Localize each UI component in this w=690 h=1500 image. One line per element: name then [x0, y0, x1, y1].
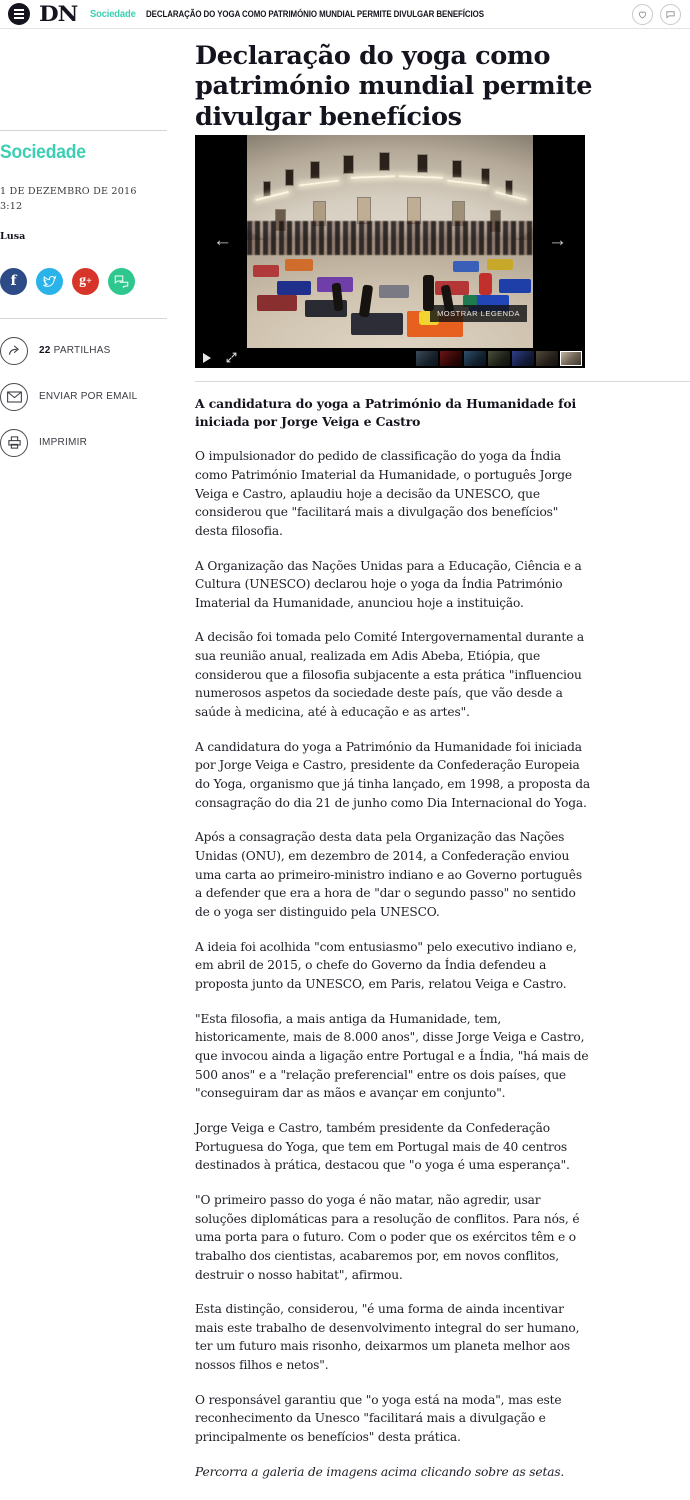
- photo-mat: [285, 259, 313, 271]
- photo-mat: [277, 281, 311, 295]
- divider: [0, 318, 167, 319]
- facebook-icon[interactable]: f: [0, 268, 27, 295]
- gallery-thumbnail[interactable]: [512, 351, 534, 366]
- article-paragraph: "Esta filosofia, a mais antiga da Humanidade, tem, historicamente, mais de 8.000 anos", disse Jorge Veiga e Castro, que invocou ainda a ligação entre Portugal e a Índia, "há mais de 500 anos" e a "relação preferencial" entre os dois países, que "conseguiram dar as mãos e avançar em conjunto".: [195, 1011, 589, 1101]
- publish-time-value: 3:12: [0, 200, 23, 212]
- arrow-right-icon[interactable]: →: [548, 230, 567, 251]
- publish-date-value: 1 DE DEZEMBRO DE 2016: [0, 186, 137, 197]
- email-action-label: ENVIAR POR EMAIL: [39, 391, 138, 403]
- article-paragraph: Após a consagração desta data pela Organização das Nações Unidas (ONU), em dezembro de 2014, a Confederação enviou uma carta ao primeiro-ministro indiano e ao Governo português a defender que era a hora de "dar o segundo passo" no sentido de o yoga ser distinguido pela UNESCO.: [195, 830, 582, 919]
- google-plus-icon[interactable]: g+: [72, 268, 99, 295]
- print-action[interactable]: [0, 429, 166, 457]
- gallery-thumbnail[interactable]: [440, 351, 462, 366]
- article-paragraph: A candidatura do yoga a Património da Humanidade foi iniciada por Jorge Veiga e Castro, presidente da Confederação Europeia do Yoga, organismo que já tinha lançado, em 1998, a proposta da consagração do dia 21 de junho como Dia Internacional do Yoga.: [195, 739, 590, 810]
- photo-mat: [253, 265, 279, 277]
- hamburger-icon[interactable]: [8, 3, 30, 25]
- gallery-thumbnail[interactable]: [416, 351, 438, 366]
- printer-icon: [0, 429, 28, 457]
- sidebar-section-label[interactable]: Sociedade: [0, 142, 86, 163]
- breadcrumb-article-title: DECLARAÇÃO DO YOGA COMO PATRIMÓNIO MUNDIAL PERMITE DIVULGAR BENEFÍCIOS: [146, 9, 485, 19]
- article-paragraph: A ideia foi acolhida "com entusiasmo" pelo executivo indiano e, em abril de 2015, o chefe do Governo da Índia defendeu a proposta junto da UNESCO, em Paris, relatou Veiga e Castro.: [195, 939, 577, 991]
- twitter-icon[interactable]: [36, 268, 63, 295]
- share-action-label: [39, 345, 111, 356]
- photo-mat: [351, 313, 403, 335]
- envelope-icon: [0, 383, 28, 411]
- divider: [195, 381, 690, 382]
- gallery-thumbnail-strip: [416, 351, 582, 366]
- article-paragraph: A decisão foi tomada pelo Comité Intergovernamental durante a sua reunião anual, realizada em Adis Abeba, Etiópia, que considerou que a filosofia subjacente a esta prática "influenciou numerosos aspetos da sociedade deste país, que vão desde a saúde à medicina, até à educação e as artes".: [195, 630, 585, 720]
- topbar-actions: [632, 4, 681, 25]
- article-paragraph: O impulsionador do pedido de classificação do yoga da Índia como Património Imaterial da Humanidade, o português Jorge Veiga e Castro, aplaudiu hoje a decisão da UNESCO, que considerou que "facilitará mais a divulgação dos benefícios" desta filosofia.: [195, 449, 572, 538]
- article-paragraph: A Organização das Nações Unidas para a Educação, Ciência e a Cultura (UNESCO) declarou hoje o yoga da Índia Património Imaterial da Humanidade, anunciou hoje a instituição.: [195, 558, 582, 610]
- print-action-label: IMPRIMIR: [39, 437, 88, 449]
- email-action[interactable]: [0, 383, 166, 411]
- article-paragraph: "O primeiro passo do yoga é não matar, não agredir, usar soluções diplomáticas para a resolução de conflitos. Para nós, é uma porta para o futuro. Com o poder que os exércitos têm e o trabalho dos cientistas, acabaremos por, em novos conflitos, destruir o nosso habitat", afirmou.: [195, 1192, 580, 1282]
- author-name: Lusa: [0, 230, 26, 242]
- show-caption-button[interactable]: MOSTRAR LEGENDA: [430, 305, 527, 322]
- gallery-thumbnail[interactable]: [464, 351, 486, 366]
- comment-icon[interactable]: [660, 4, 681, 25]
- share-label: PARTILHAS: [53, 345, 111, 357]
- gallery-thumbnail[interactable]: [488, 351, 510, 366]
- site-logo[interactable]: DN: [39, 0, 78, 26]
- image-gallery[interactable]: [195, 135, 585, 368]
- page-body: [0, 29, 690, 1479]
- expand-icon[interactable]: [225, 351, 238, 364]
- gallery-thumbnail[interactable]: [536, 351, 558, 366]
- article-body: [195, 395, 590, 1481]
- share-action[interactable]: [0, 337, 166, 365]
- photo-figure-red: [479, 273, 492, 295]
- gallery-controls: [203, 351, 238, 364]
- share-count: 22: [39, 345, 51, 357]
- photo-background-crowd: [247, 221, 533, 255]
- article-lead: A candidatura do yoga a Património da Humanidade foi iniciada por Jorge Veiga e Castro: [195, 396, 577, 430]
- top-bar: [0, 0, 690, 29]
- play-icon[interactable]: [203, 353, 211, 363]
- photo-mat: [499, 279, 531, 293]
- photo-mat: [379, 285, 409, 298]
- article-paragraph: Jorge Veiga e Castro, também presidente da Confederação Portuguesa do Yoga, que tem em Portugal mais de 40 centros destinados à prática, destacou que "o yoga é uma esperança".: [195, 1120, 570, 1173]
- publish-date: [0, 185, 166, 215]
- article-sidebar: [0, 130, 166, 457]
- gallery-thumbnail-active[interactable]: [560, 351, 582, 366]
- article-paragraph: O responsável garantiu que "o yoga está na moda", mas este reconhecimento da Unesco "facilitará mais a divulgação e principalmente os benefícios" desta prática.: [195, 1392, 562, 1445]
- breadcrumb: [90, 8, 530, 20]
- article-paragraph: Esta distinção, considerou, "é uma forma de ainda incentivar mais este trabalho de desenvolvimento integral do ser humano, ter um futuro mais risonho, deixarmos um planeta melhor aos nossos filhos e netos".: [195, 1302, 580, 1373]
- breadcrumb-section[interactable]: Sociedade: [90, 8, 137, 20]
- divider: [0, 130, 167, 131]
- social-share-row: [0, 268, 166, 295]
- share-icon: [0, 337, 28, 365]
- heart-icon[interactable]: [632, 4, 653, 25]
- comments-icon[interactable]: [108, 268, 135, 295]
- article-closing-note: Percorra a galeria de imagens acima clicando sobre as setas.: [195, 1464, 565, 1479]
- photo-mat: [487, 259, 513, 270]
- photo-mat: [257, 295, 297, 311]
- arrow-left-icon[interactable]: ←: [213, 230, 232, 251]
- photo-mat: [453, 261, 479, 272]
- page-title: Declaração do yoga como património mundial permite divulgar benefícios: [195, 41, 593, 132]
- gallery-photo: [247, 135, 533, 348]
